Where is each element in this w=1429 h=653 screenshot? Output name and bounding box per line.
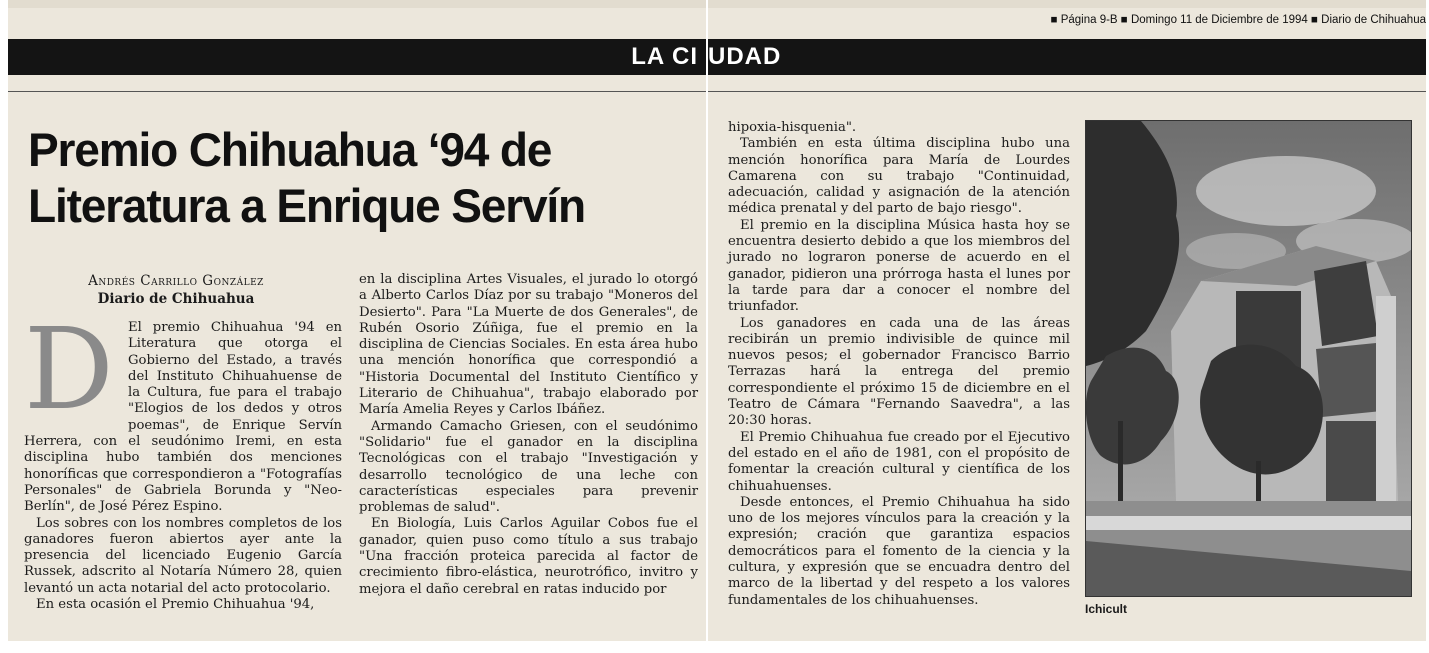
byline-author: Andrés Carrillo González: [88, 273, 264, 289]
paragraph: Los sobres con los nombres completos de los ganadores fueron abiertos ayer ante la presencia del licenciado Eugenio García Russek, adscrito al Notaría Número 28, quien levantó un acta notarial del acto protocolario.: [24, 515, 342, 596]
article-column-3: [728, 120, 1070, 609]
paragraph: en la disciplina Artes Visuales, el jurado lo otorgó a Alberto Carlos Díaz por su trabajo "Moneros del Desierto". Para "La Muerte de dos Generales", de Rubén Osorio Zúñiga, fue el premio en la disciplina de Ciencias Sociales. En esta área hubo una mención honorífica que correspondió a "Historia Documental del Instituto Científico y Literario de Chihuahua", trabajo elaborado por María Amelia Reyes y Carlos Ibáñez.: [359, 272, 698, 418]
paragraph: hipoxia-hisquenia".: [728, 120, 857, 135]
paragraph: El premio en la disciplina Música hasta hoy se encuentra desierto debido a que los miembros del jurado no lograron ponerse de acuerdo en el ganador, pidieron una prórroga hasta el lunes por la tarde para dar a conocer el nombre del triunfador.: [728, 217, 1070, 315]
building-photo: [1085, 120, 1412, 597]
paragraph: El Premio Chihuahua fue creado por el Ejecutivo del estado en el año de 1981, con el propósito de fomentar la creación cultural y científica de los chihuahuenses.: [728, 429, 1070, 494]
article-column-2: [359, 272, 698, 598]
paragraph: Los ganadores en cada una de las áreas recibirán un premio indivisible de quince mil nuevos pesos; el gobernador Francisco Barrio Terrazas hará la entrega del premio correspondiente el próximo 15 de diciembre en el Teatro de Cámara "Fernando Saavedra", a las 20:30 horas.: [728, 315, 1070, 429]
page-edge: [708, 0, 1426, 8]
paragraph: En esta ocasión el Premio Chihuahua '94,: [36, 597, 315, 613]
headline: Premio Chihuahua ‘94 de Literatura a Enrique Servín: [28, 123, 585, 232]
article-column-1: [24, 305, 342, 613]
paragraph: También en esta última disciplina hubo una mención honorífica para María de Lourdes Camarena con su trabajo "Continuidad, adecuación, calidad y asignación de la atención médica prenatal y del parto de bajo riesgo".: [728, 136, 1070, 217]
paragraph: Desde entonces, el Premio Chihuahua ha sido uno de los mejores vínculos para la creación y la expresión; cración que garantiza espacios democráticos para el fomento de la ciencia y la cultura, y expresión que se encuadra dentro del marco de la libertad y del respeto a los valores fundamentales de los chihuahuenses.: [728, 494, 1070, 608]
paragraph: Armando Camacho Griesen, con el seudónimo "Solidario" fue el ganador en la disciplina Tecnológicas con el trabajo "Investigación y desarrollo tecnológico de una leche con características especiales para prevenir problemas de salud".: [359, 418, 698, 516]
page-edge: [8, 0, 706, 8]
newspaper-left-page: [8, 0, 706, 641]
newspaper-right-page: [708, 0, 1426, 641]
paragraph: En Biología, Luis Carlos Aguilar Cobos fue el ganador, quien puso como título a sus trabajo "Una fracción proteica parecida al factor de crecimiento fibro-elástica, neurotrófico, invitro y mejora el daño cerebral en ratas inducido por: [359, 516, 698, 597]
page-folio: ■ Página 9-B ■ Domingo 11 de Diciembre de 1994 ■ Diario de Chihuahua: [1050, 14, 1426, 26]
building-photo-illustration: [1086, 121, 1411, 596]
header-rule: [708, 91, 1426, 92]
photo-credit: Ichicult: [1085, 602, 1128, 616]
section-title-left: LA CI: [631, 43, 698, 70]
section-title-right: UDAD: [708, 43, 782, 70]
header-rule: [8, 91, 706, 92]
byline: [8, 272, 344, 308]
drop-cap: D: [24, 305, 114, 435]
section-banner-left: [8, 39, 706, 75]
byline-paper: Diario de Chihuahua: [97, 291, 255, 307]
section-banner-right: [708, 39, 1426, 75]
paragraph: El premio Chihuahua '94 en Literatura que otorga el Gobierno del Estado, a través del Instituto Chihuahuense de la Cultura, fue para el trabajo "Elogios de los dedos y otros poemas", de Enrique Servín Herrera, con el seudónimo Iremi, en esta disciplina hubo también dos menciones honoríficas que correspondieron a "Fotografías Personales" de Gabriela Borunda y "Neo-Berlín", de José Pérez Espino.: [24, 320, 342, 515]
